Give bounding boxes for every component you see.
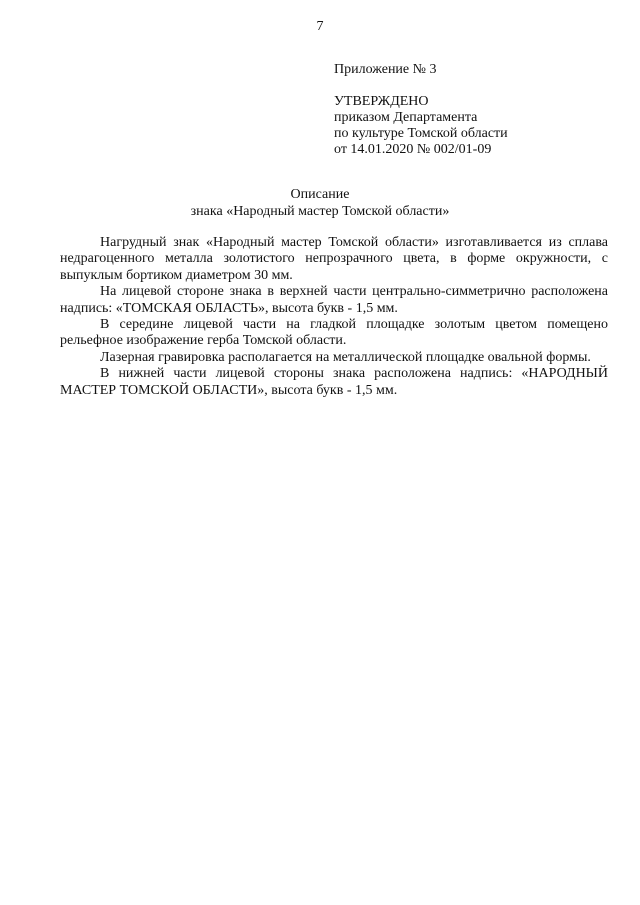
approved-label: УТВЕРЖДЕНО: [334, 94, 429, 109]
approval-block: [334, 62, 624, 158]
paragraph: На лицевой стороне знака в верхней части центрально-симметрично расположена надпись: «ТОМСКАЯ ОБЛАСТЬ», высота букв - 1,5 мм.: [60, 284, 608, 316]
document-body: [60, 235, 608, 399]
appendix-label: Приложение № 3: [334, 62, 437, 77]
title-line-1: Описание: [290, 187, 350, 202]
approval-line-3: от 14.01.2020 № 002/01-09: [334, 142, 492, 157]
page-number: 7: [316, 19, 324, 34]
spacer: [334, 78, 624, 94]
approval-line-1: приказом Департамента: [334, 110, 478, 125]
paragraph: Лазерная гравировка располагается на металлической площадке овальной формы.: [100, 349, 591, 365]
approval-line-2: по культуре Томской области: [334, 126, 508, 141]
document-title: [0, 186, 640, 220]
title-line-2: знака «Народный мастер Томской области»: [190, 204, 450, 219]
paragraph: В середине лицевой части на гладкой площадке золотым цветом помещено рельефное изображение герба Томской области.: [60, 317, 608, 349]
paragraph: В нижней части лицевой стороны знака расположена надпись: «НАРОДНЫЙ МАСТЕР ТОМСКОЙ ОБЛАСТИ», высота букв - 1,5 мм.: [60, 366, 608, 398]
paragraph: Нагрудный знак «Народный мастер Томской области» изготавливается из сплава недрагоценного металла золотистого непрозрачного цвета, в форме окружности, с выпуклым бортиком диаметром 30 мм.: [60, 235, 608, 283]
